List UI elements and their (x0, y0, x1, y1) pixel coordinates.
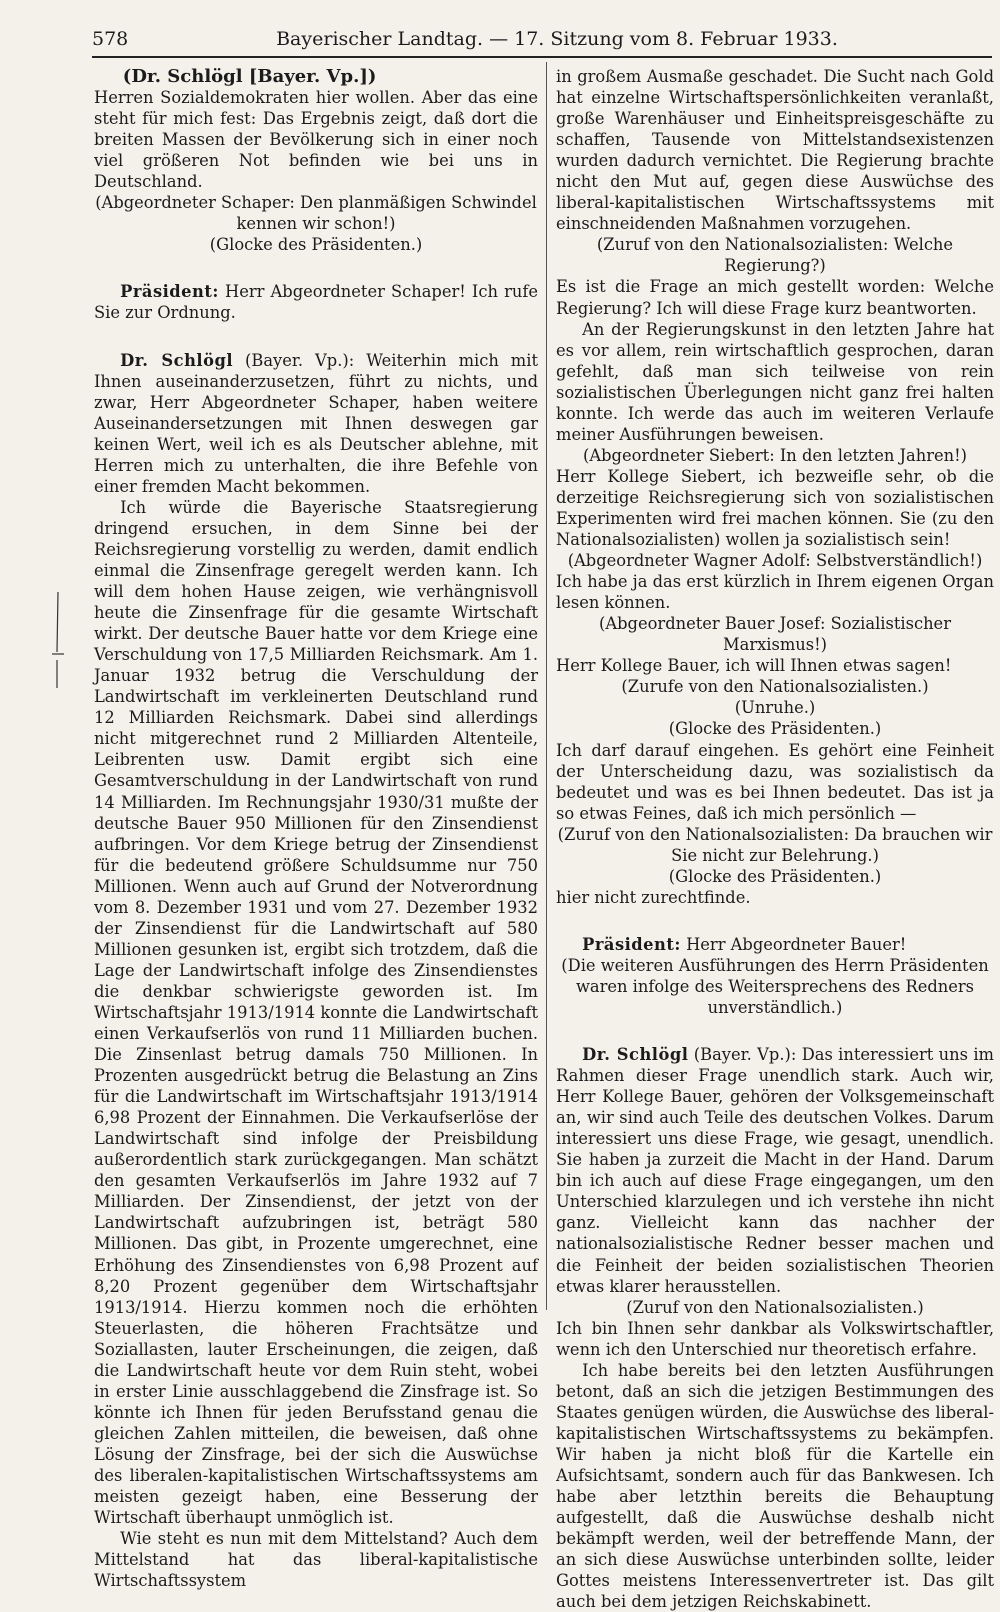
interjection: (Glocke des Präsidenten.) (209, 235, 423, 255)
interjection: (Zuruf von den Nationalsozialisten: Welche Regierung?) (596, 235, 954, 276)
speech-paragraph: Dr. Schlögl (Bayer. Vp.): Weiterhin mich mit Ihnen auseinanderzusetzen, führt zu nichts, und zwar, Herr Abgeordneter Schaper, haben weitere Auseinandersetzungen mit Ihnen deswegen gar keinen Wert, weil ich es als Deutscher ablehne, mit Herren mich zu unterhalten, die ihre Befehle von einer fremden Macht bekommen. (94, 350, 538, 496)
page-number: 578 (92, 28, 129, 50)
paragraph: in großem Ausmaße geschadet. Die Sucht nach Gold hat einzelne Wirtschaftspersönlichkeiten veranlaßt, große Warenhäuser und Einheitspreisgeschäfte zu schaffen, Tausende von Mittelstandsexistenzen wurden dadurch vernichtet. Die Regierung brachte nicht den Mut auf, gegen diese Auswüchse des liberal-kapitalistischen Wirtschaftssystems mit einschneidenden Maßnahmen vorzugehen. (556, 67, 994, 234)
right-column (556, 66, 994, 1612)
interjection: (Glocke des Präsidenten.) (668, 719, 882, 739)
paragraph: hier nicht zurechtfinde. (556, 887, 751, 907)
interjection: (Zuruf von den Nationalsozialisten: Da brauchen wir Sie nicht zur Belehrung.) (557, 824, 993, 865)
left-column (94, 66, 538, 1591)
paragraph: Ich würde die Bayerische Staatsregierung dringend ersuchen, in dem Sinne bei der Reichsregierung vorstellig zu werden, damit endlich einmal die Zinsenfrage geregelt werden kann. Ich will dem hohen Hause zeigen, wie verhängnisvoll heute die Zinsenfrage für die gesamte Wirtschaft wirkt. Der deutsche Bauer hatte vor dem Kriege eine Verschuldung von 17,5 Milliarden Reichsmark. Am 1. Januar 1932 betrug die Verschuldung der Landwirtschaft im verkleinerten Deutschland rund 12 Milliarden Reichsmark. Dabei sind allerdings nicht mitgerechnet rund 2 Milliarden Altenteile, Leibrenten usw. Damit ergibt sich eine Gesamtverschuldung in der Landwirtschaft von rund 14 Milliarden. Im Rechnungsjahr 1930/31 mußte der deutsche Bauer 950 Millionen für den Zinsendienst aufbringen. Vor dem Kriege betrug der Zinsendienst für die bedeutend größere Schuldsumme nur 750 Millionen. Wenn auch auf Grund der Notverordnung vom 8. Dezember 1931 und vom 27. Dezember 1932 der Zinsendienst für die Landwirtschaft auf 580 Millionen gesunken ist, ergibt sich trotzdem, daß die Lage der Landwirtschaft infolge des Zinsendienstes die denkbar schwierigste geworden ist. Im Wirtschaftsjahr 1913/1914 konnte die Landwirtschaft einen Verkaufserlös von rund 11 Milliarden buchen. Die Zinsenlast betrug damals 750 Millionen. In Prozenten ausgedrückt betrug die Belastung an Zins für die Landwirtschaft im Wirtschaftsjahr 1913/1914 6,98 Prozent der Einnahmen. Die Verkaufserlöse der Landwirtschaft sind infolge der Preisbildung außerordentlich stark zurückgegangen. Man schätzt den gesamten Verkaufserlös im Jahre 1932 auf 7 Milliarden. Der Zinsendienst, der jetzt von der Landwirtschaft aufzubringen ist, beträgt 580 Millionen. Das gibt, in Prozente umgerechnet, eine Erhöhung des Zinsendienstes von 6,98 Prozent auf 8,20 Prozent gegenüber dem Wirtschaftsjahr 1913/1914. Hierzu kommen noch die erhöhten Steuerlasten, die höheren Frachtsätze und Soziallasten, lauter Erscheinungen, die zeigen, daß die Landwirtschaft heute vor dem Ruin steht, wobei in erster Linie ausschlaggebend die Zinsfrage ist. So könnte ich Ihnen für jeden Berufsstand genau die gleichen Zahlen mitteilen, die beweisen, daß ohne Lösung der Zinsfrage, bei der sich die Auswüchse des liberalen-kapitalistischen Wirtschaftssystems am meisten gezeigt haben, eine Besserung der Wirtschaft überhaupt unmöglich ist. (94, 497, 538, 1528)
paragraph: Herren Sozialdemokraten hier wollen. Aber das eine steht für mich fest: Das Ergebnis zeigt, daß dort die breiten Massen der Bevölkerung sich in einer noch viel größeren Not befinden wie bei uns in Deutschland. (94, 88, 538, 192)
paragraph: Ich habe ja das erst kürzlich in Ihrem eigenen Organ lesen können. (556, 572, 994, 613)
paragraph: Ich habe bereits bei den letzten Ausführungen betont, daß an sich die jetzigen Bestimmungen des Staates genügen würden, die Auswüchse des liberal-kapitalistischen Wirtschaftssystems zu bekämpfen. Wir haben ja nicht bloß für die Kartelle ein Aufsichtsamt, sondern auch für das Bankwesen. Ich habe aber letzthin bereits die Behauptung aufgestellt, daß die Auswüchse deshalb nicht bekämpft werden, weil der betreffende Mann, der an sich diese Auswüchse unterbinden sollte, leider Gottes meistens Interessenvertreter ist. Das gilt auch bei dem jetzigen Reichskabinett. (556, 1360, 994, 1612)
running-title: Bayerischer Landtag. — 17. Sitzung vom 8. Februar 1933. (276, 28, 838, 50)
speaker-name: Dr. Schlögl (120, 350, 234, 370)
margin-pencil-mark (44, 592, 74, 692)
paragraph: Es ist die Frage an mich gestellt worden: Welche Regierung? Ich will diese Frage kurz beantworten. (556, 277, 994, 318)
interjection: (Abgeordneter Siebert: In den letzten Jahren!) (582, 445, 968, 465)
speech-paragraph: Dr. Schlögl (Bayer. Vp.): Das interessiert uns im Rahmen dieser Frage unendlich stark. Auch wir, Herr Kollege Bauer, gehören der Volksgemeinschaft an, wir sind auch Teile des deutschen Volkes. Darum interessiert uns diese Frage, wie gesagt, unendlich. Sie haben ja zurzeit die Macht in der Hand. Darum bin ich auch auf diese Frage eingegangen, um den Unterschied klarzulegen und ich verstehe ihn nicht ganz. Vielleicht kann das nachher der nationalsozialistische Redner besser machen und die Feinheit der beiden sozialistischen Theorien etwas klarer herausstellen. (556, 1045, 994, 1296)
interjection: (Glocke des Präsidenten.) (668, 866, 882, 886)
column-divider (546, 62, 547, 1310)
interjection: (Die weiteren Ausführungen des Herrn Präsidenten waren infolge des Weitersprechens des Redners unverständlich.) (561, 955, 989, 1018)
president-remark: Präsident: Herr Abgeordneter Schaper! Ich rufe Sie zur Ordnung. (94, 282, 538, 323)
paragraph: Wie steht es nun mit dem Mittelstand? Auch dem Mittelstand hat das liberal-kapitalistische Wirtschaftssystem (94, 1529, 538, 1591)
paragraph: An der Regierungskunst in den letzten Jahre hat es vor allem, rein wirtschaftlich gesprochen, daran gefehlt, daß man sich teilweise von rein sozialistischen Überlegungen nicht ganz frei halten konnte. Ich werde das auch im weiteren Verlaufe meiner Ausführungen beweisen. (556, 319, 994, 444)
paragraph: Ich darf darauf eingehen. Es gehört eine Feinheit der Unterscheidung dazu, was sozialistisch da bedeutet und was es bei Ihnen bedeutet. Das ist ja so etwas Feines, daß ich mich persönlich — (556, 740, 994, 823)
interjection: (Zuruf von den Nationalsozialisten.) (626, 1297, 924, 1317)
interjection: (Abgeordneter Bauer Josef: Sozialistischer Marxismus!) (599, 614, 951, 655)
interjection: (Zurufe von den Nationalsozialisten.) (621, 677, 929, 697)
speaker-label: Präsident: (120, 282, 219, 302)
speaker-continuation-heading: (Dr. Schlögl [Bayer. Vp.]) (122, 66, 377, 87)
interjection: (Abgeordneter Schaper: Den planmäßigen Schwindel kennen wir schon!) (95, 193, 537, 234)
paragraph: Ich bin Ihnen sehr dankbar als Volkswirtschaftler, wenn ich den Unterschied nur theoretisch erfahre. (556, 1318, 994, 1359)
interjection: (Unruhe.) (734, 698, 816, 718)
president-remark: Präsident: Herr Abgeordneter Bauer! (582, 934, 907, 954)
paragraph: Herr Kollege Bauer, ich will Ihnen etwas sagen! (556, 656, 952, 676)
page-header (92, 26, 992, 58)
paragraph: Herr Kollege Siebert, ich bezweifle sehr, ob die derzeitige Reichsregierung sich von sozialistischen Experimenten wird frei machen können. Sie (zu den Nationalsozialisten) wollen ja sozialistisch sein! (556, 466, 994, 550)
speaker-label: Präsident: (582, 934, 681, 954)
interjection: (Abgeordneter Wagner Adolf: Selbstverständlich!) (567, 551, 983, 571)
speaker-name: Dr. Schlögl (582, 1045, 689, 1065)
